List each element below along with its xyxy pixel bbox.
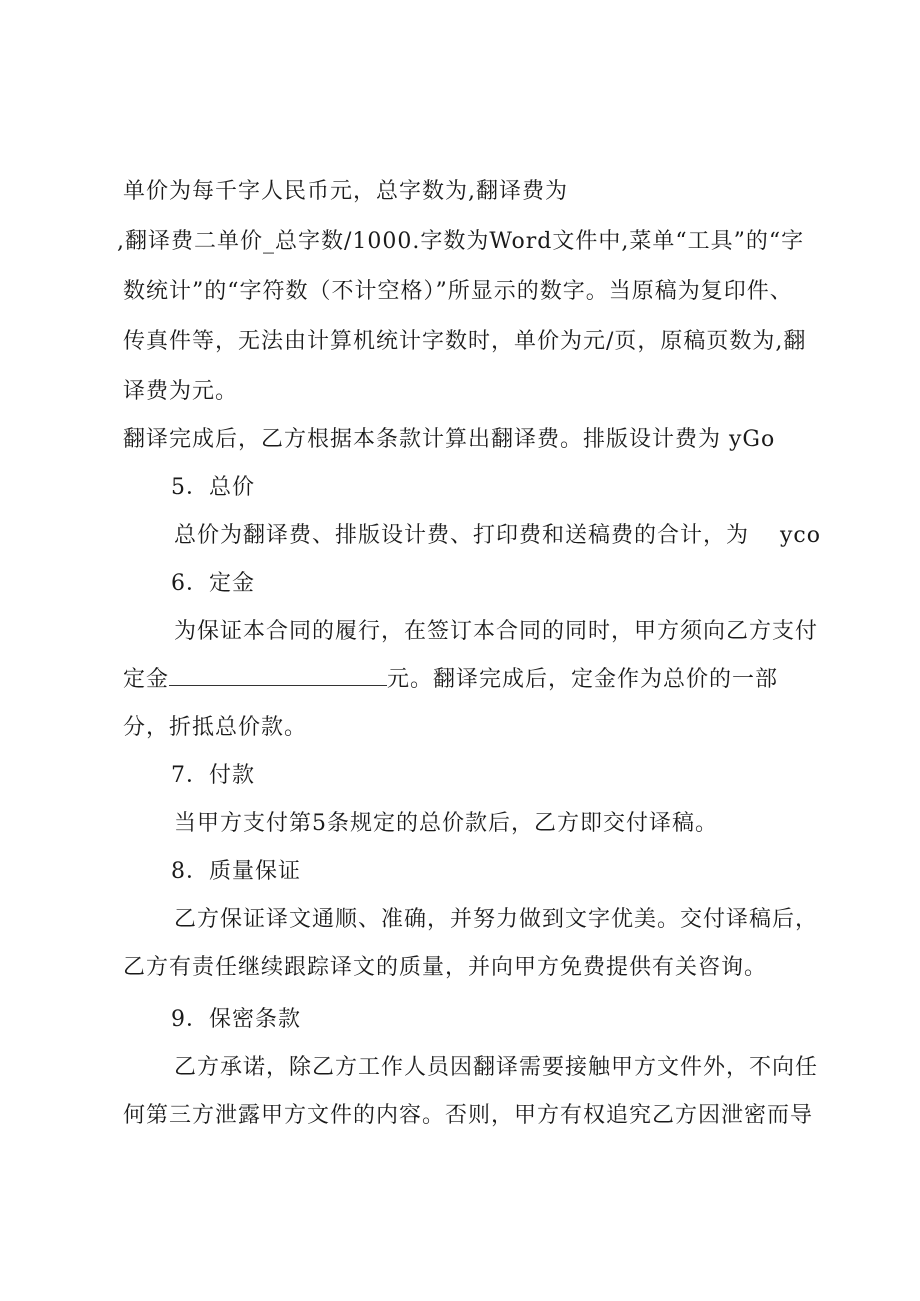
paragraph-line: 传真件等，无法由计算机统计字数时，单价为元/页，原稿页数为,翻 (123, 329, 807, 354)
section-text: 乙方保证译文通顺、准确，并努力做到文字优美。交付译稿后， (174, 907, 819, 932)
paragraph-line: 翻译完成后，乙方根据本条款计算出翻译费。排版设计费为 yGo (123, 427, 776, 452)
paragraph-line: 单价为每千字人民币元，总字数为,翻译费为 (123, 179, 568, 204)
paragraph-line: 数统计”的“字符数（不计空格）”所显示的数字。当原稿为复印件、 (123, 279, 793, 304)
section-heading: 9．保密条款 (171, 1007, 301, 1032)
paragraph-line: ,翻译费二单价_总字数/1000.字数为Word文件中,菜单“工具”的“字 (117, 229, 805, 254)
section-heading: 7．付款 (171, 763, 255, 788)
section-text: 为保证本合同的履行，在签订本合同的同时，甲方须向乙方支付 (174, 619, 819, 644)
section-text-body: 总价为翻译费、排版设计费、打印费和送稿费的合计，为 (174, 523, 750, 548)
amount-text: yco (780, 523, 821, 548)
deposit-text: 元。翻译完成后，定金作为总价的一部 (387, 667, 779, 692)
deposit-blank (169, 665, 387, 686)
section-text: 当甲方支付第5条规定的总价款后，乙方即交付译稿。 (174, 811, 718, 836)
section-heading: 8．质量保证 (171, 859, 301, 884)
section-heading: 6．定金 (171, 571, 255, 596)
section-text: 分，折抵总价款。 (123, 715, 308, 740)
paragraph-line: 译费为元。 (123, 379, 239, 404)
section-text (123, 665, 778, 695)
section-text: 何第三方泄露甲方文件的内容。否则，甲方有权追究乙方因泄密而导 (123, 1103, 814, 1128)
section-heading: 5．总价 (171, 475, 255, 500)
section-text: 乙方有责任继续跟踪译文的质量，并向甲方免费提供有关咨询。 (123, 955, 768, 980)
deposit-label: 定金 (123, 667, 170, 692)
section-text (174, 521, 821, 551)
section-text: 乙方承诺，除乙方工作人员因翻译需要接触甲方文件外，不向任 (174, 1055, 819, 1080)
